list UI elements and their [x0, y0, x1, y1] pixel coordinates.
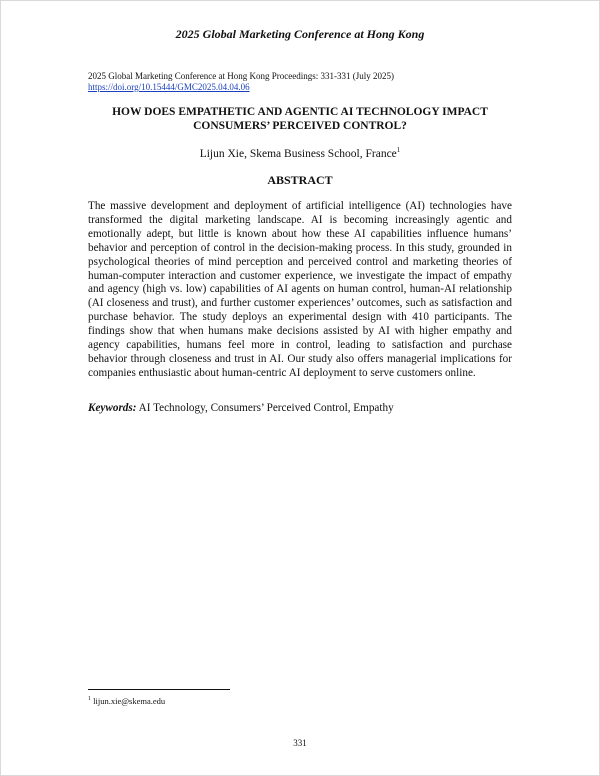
page-number: 331	[293, 738, 307, 748]
footnote-mark: 1	[88, 696, 91, 703]
keywords-text: AI Technology, Consumers’ Perceived Control, Empathy	[136, 402, 394, 414]
title-line-1: HOW DOES EMPATHETIC AND AGENTIC AI TECHNOLOGY IMPACT	[112, 106, 488, 118]
author-footnote-mark: 1	[396, 146, 401, 154]
abstract-body: The massive development and deployment of artificial intelligence (AI) technologies have transformed the digital marketing landscape. AI is becoming increasingly agentic and emotionally adept, but little is known about how these AI capabilities influence humans’ behavior and perception of control in the decision-making process. In this study, grounded in psychological theories of mind perception and perceived control and marketing theories of human-computer interaction and customer experience, we investigate the impact of empathy and agency (high vs. low) capabilities of AI agents on human control, human-AI relationship (AI closeness and trust), and further customer experiences’ outcomes, such as satisfaction and purchase behavior. The study deploys an experimental design with 410 participants. The findings show that when humans make decisions assisted by AI with higher empathy and agency capabilities, humans feel more in control, leading to satisfaction and purchase behavior through closeness and trust in AI. Our study also offers managerial implications for companies enthusiastic about human-centric AI deployment to serve customers online.	[88, 200, 512, 379]
proceedings-info	[88, 71, 394, 93]
proceedings-line: 2025 Global Marketing Conference at Hong Kong Proceedings: 331-331 (July 2025)	[88, 71, 394, 81]
footnote-rule	[88, 689, 230, 690]
paper-title	[88, 106, 512, 133]
abstract-heading: ABSTRACT	[267, 173, 333, 187]
author-name: Lijun Xie, Skema Business School, France	[199, 147, 397, 160]
keywords	[88, 402, 512, 414]
running-header: 2025 Global Marketing Conference at Hong Kong	[175, 27, 425, 41]
footnote	[88, 696, 165, 706]
footnote-email: lijun.xie@skema.edu	[91, 696, 166, 706]
title-line-2: CONSUMERS’ PERCEIVED CONTROL?	[193, 119, 407, 132]
keywords-label: Keywords:	[88, 402, 137, 414]
doi-link[interactable]: https://doi.org/10.15444/GMC2025.04.04.06	[88, 82, 250, 92]
author-line	[0, 146, 600, 160]
